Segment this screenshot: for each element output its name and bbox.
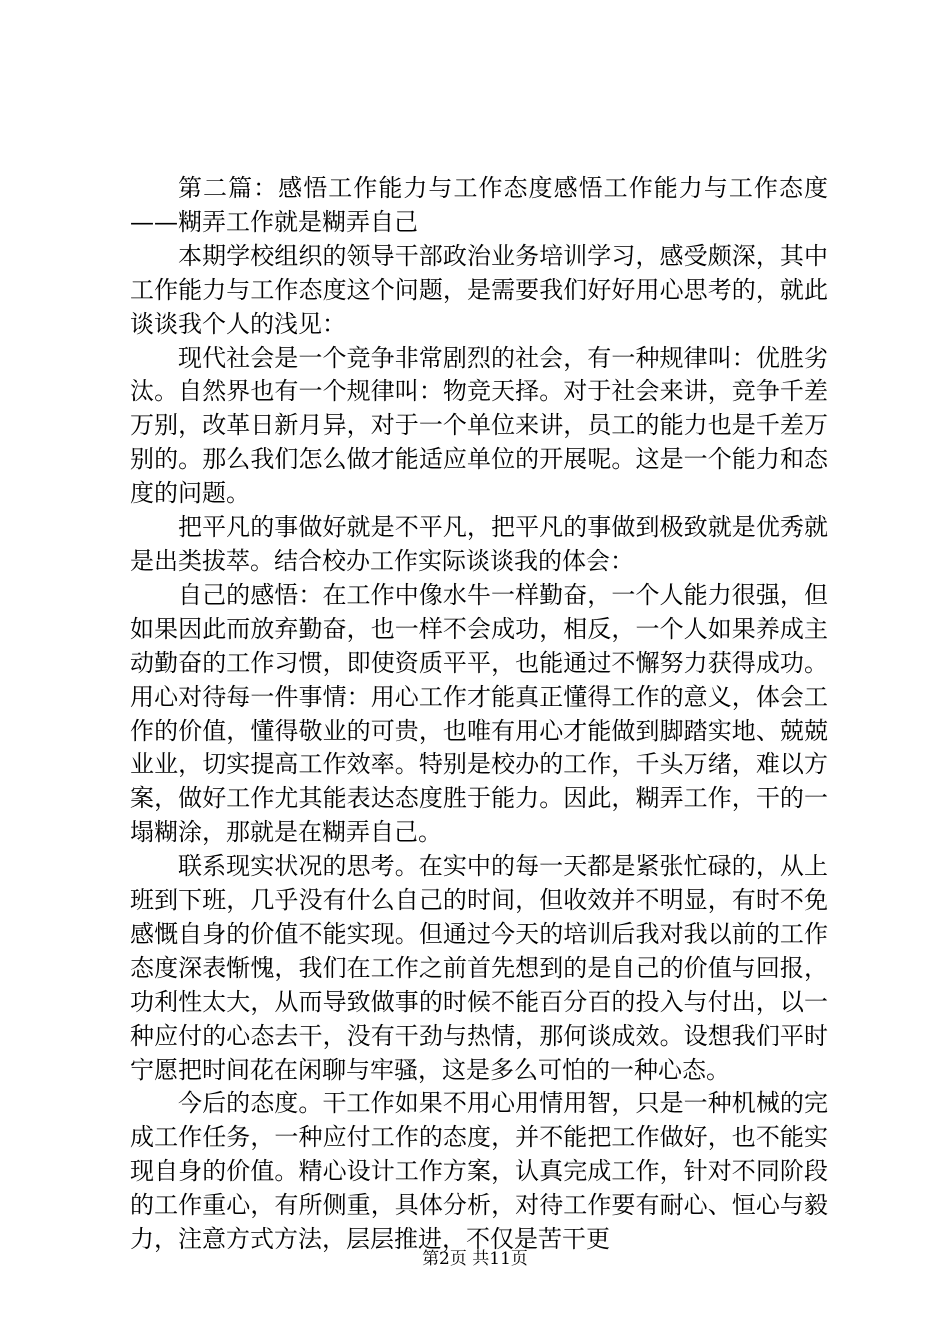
document-title: 第二篇：感悟工作能力与工作态度感悟工作能力与工作态度——糊弄工作就是糊弄自己 bbox=[130, 174, 828, 236]
paragraph: 自己的感悟：在工作中像水牛一样勤奋，一个人能力很强，但如果因此而放弃勤奋，也一样不会成功，相反，一个人如果养成主动勤奋的工作习惯，即使资质平平，也能通过不懈努力获得成功。用心对待每一件事情：用心工作才能真正懂得工作的意义，体会工作的价值，懂得敬业的可贵，也唯有用心才能做到脚踏实地、兢兢业业，切实提高工作效率。特别是校办的工作，千头万绪，难以方案，做好工作尤其能表达态度胜于能力。因此，糊弄工作，干的一塌糊涂，那就是在糊弄自己。 bbox=[130, 580, 828, 847]
paragraph: 把平凡的事做好就是不平凡，把平凡的事做到极致就是优秀就是出类拔萃。结合校办工作实际谈谈我的体会： bbox=[130, 513, 828, 575]
page-footer: 第2页 共11页 bbox=[422, 1249, 528, 1269]
paragraph: 今后的态度。干工作如果不用心用情用智，只是一种机械的完成工作任务，一种应付工作的态度，并不能把工作做好，也不能实现自身的价值。精心设计工作方案，认真完成工作，针对不同阶段的工作重心，有所侧重，具体分析，对待工作要有耐心、恒心与毅力，注意方式方法，层层推进，不仅是苦干更 bbox=[130, 1089, 828, 1254]
document-body bbox=[130, 172, 828, 1257]
paragraph: 现代社会是一个竞争非常剧烈的社会，有一种规律叫：优胜劣汰。自然界也有一个规律叫：物竞天择。对于社会来讲，竞争千差万别，改革日新月异，对于一个单位来讲，员工的能力也是千差万别的。那么我们怎么做才能适应单位的开展呢。这是一个能力和态度的问题。 bbox=[130, 343, 828, 508]
paragraph: 本期学校组织的领导干部政治业务培训学习，感受颇深，其中工作能力与工作态度这个问题，是需要我们好好用心思考的，就此谈谈我个人的浅见： bbox=[130, 241, 828, 338]
paragraph: 联系现实状况的思考。在实中的每一天都是紧张忙碌的，从上班到下班，几乎没有什么自己的时间，但收效并不明显，有时不免感慨自身的价值不能实现。但通过今天的培训后我对我以前的工作态度深表惭愧，我们在工作之前首先想到的是自己的价值与回报，功利性太大，从而导致做事的时候不能百分百的投入与付出，以一种应付的心态去干，没有干劲与热情，那何谈成效。设想我们平时宁愿把时间花在闲聊与牢骚，这是多么可怕的一种心态。 bbox=[130, 852, 828, 1084]
